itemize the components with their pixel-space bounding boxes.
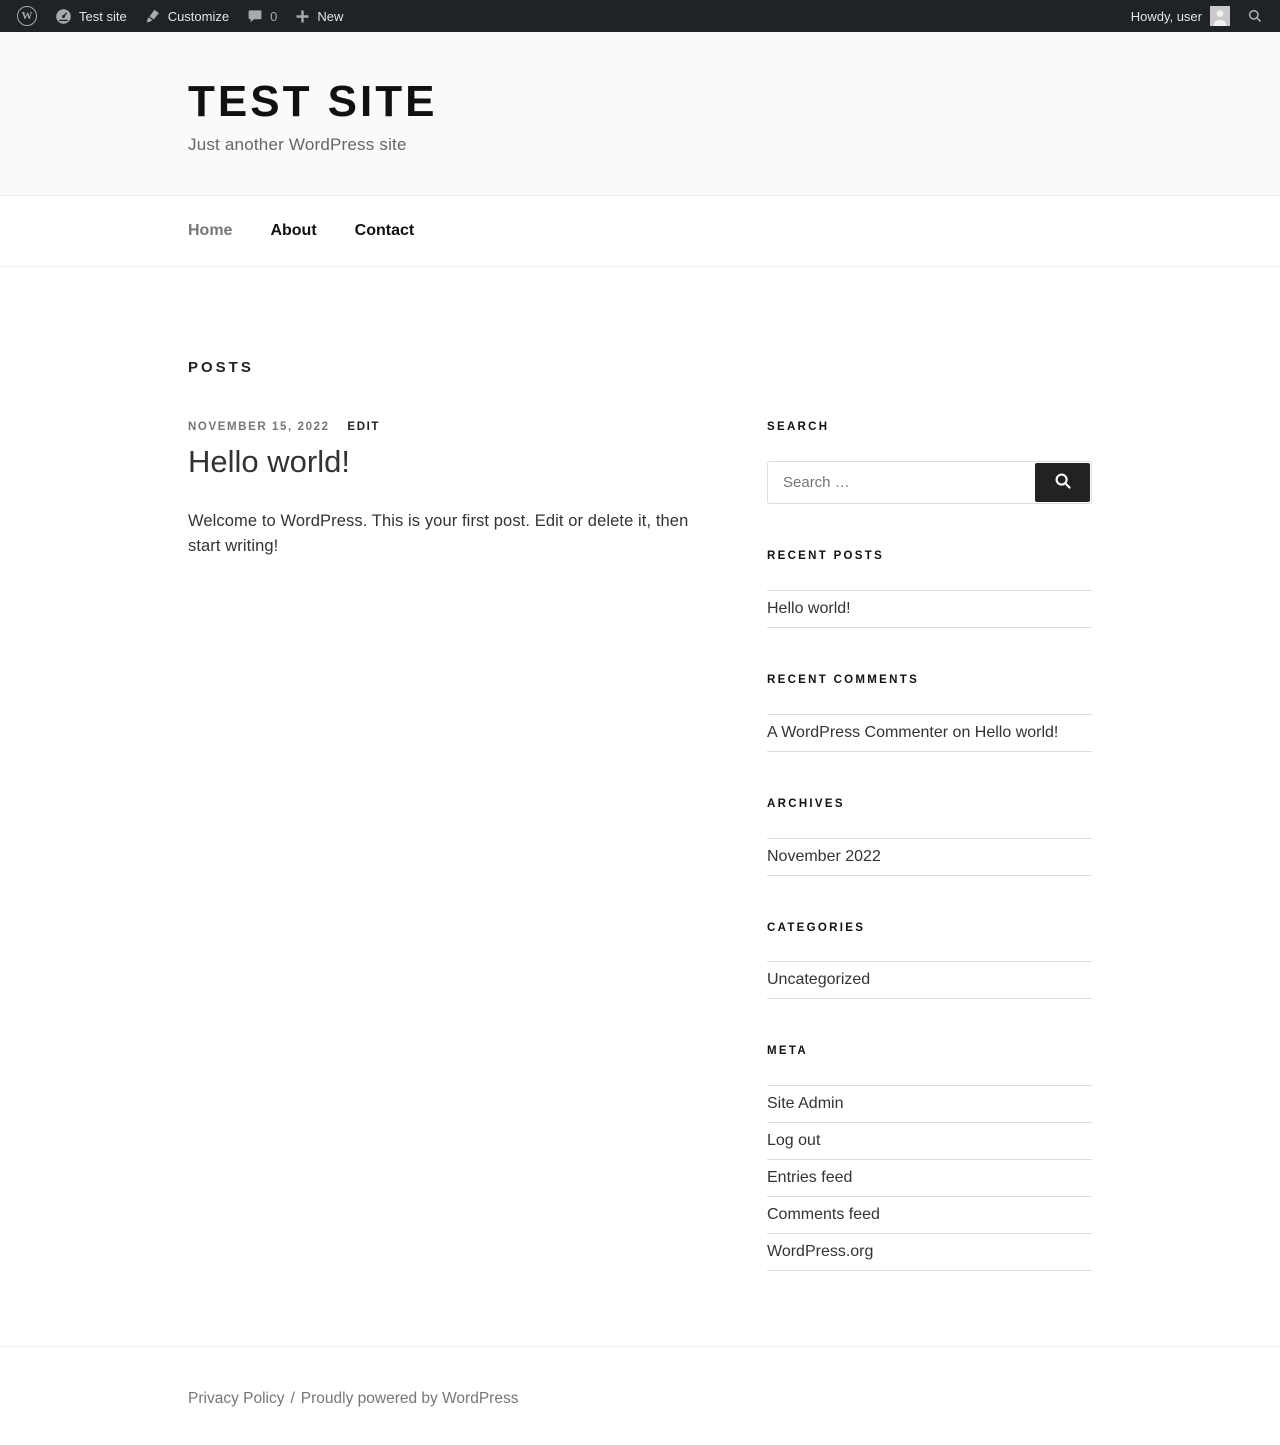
category-item	[767, 962, 1092, 999]
site-tagline: Just another WordPress site	[188, 135, 407, 155]
meta-item-site-admin	[767, 1086, 1092, 1123]
meta-widget	[767, 1045, 1092, 1271]
nav-item-home[interactable]	[188, 220, 232, 242]
meta-item-wordpress-org	[767, 1234, 1092, 1271]
log-out-link[interactable]: Log out	[767, 1132, 821, 1150]
categories-title: CATEGORIES	[767, 921, 866, 934]
post-title	[188, 443, 711, 482]
post-edit-link[interactable]: EDIT	[347, 421, 381, 434]
search-icon	[1247, 8, 1263, 24]
post-body: Welcome to WordPress. This is your first post. Edit or delete it, then start writing!	[188, 511, 689, 555]
recent-posts-widget	[767, 550, 1092, 628]
brush-icon	[145, 8, 161, 24]
plus-icon	[295, 9, 310, 24]
admin-bar-search[interactable]	[1238, 0, 1272, 32]
site-title	[188, 78, 1092, 126]
post-title-link[interactable]: Hello world!	[188, 444, 350, 480]
main-navigation	[0, 196, 1280, 267]
recent-comments-widget	[767, 674, 1092, 752]
site-admin-link[interactable]: Site Admin	[767, 1095, 844, 1113]
site-title-link[interactable]: TEST SITE	[188, 77, 438, 126]
search-widget-title: SEARCH	[767, 421, 830, 434]
meta-item-comments-feed	[767, 1197, 1092, 1234]
nav-link-contact[interactable]: Contact	[354, 222, 415, 240]
recent-comment-item	[767, 715, 1092, 752]
categories-widget	[767, 922, 1092, 1000]
category-link[interactable]: Uncategorized	[767, 971, 871, 989]
sidebar	[767, 421, 1092, 1271]
nav-item-contact[interactable]	[355, 220, 415, 242]
post-date-link[interactable]: NOVEMBER 15, 2022	[188, 421, 330, 434]
privacy-policy-link[interactable]: Privacy Policy	[188, 1390, 285, 1408]
admin-bar	[0, 0, 1280, 32]
comments-feed-link[interactable]: Comments feed	[767, 1206, 880, 1224]
archives-widget	[767, 798, 1092, 876]
site-footer	[0, 1346, 1280, 1443]
dashboard-gauge-icon	[55, 8, 72, 25]
recent-post-item	[767, 591, 1092, 628]
post-article	[188, 421, 711, 558]
admin-bar-site-name[interactable]	[46, 0, 136, 32]
nav-item-about[interactable]	[270, 220, 316, 242]
archives-title: ARCHIVES	[767, 797, 845, 810]
search-magnifier-icon	[1053, 471, 1073, 494]
search-form	[767, 461, 1092, 504]
entry-meta	[188, 421, 711, 435]
comment-post-link[interactable]: Hello world!	[974, 723, 1059, 741]
powered-by-link[interactable]: Proudly powered by WordPress	[300, 1390, 519, 1408]
archive-item	[767, 839, 1092, 876]
admin-bar-new[interactable]	[286, 0, 352, 32]
admin-bar-new-label: New	[317, 8, 344, 24]
search-widget	[767, 421, 1092, 504]
admin-bar-customize-label: Customize	[167, 8, 230, 24]
comment-connector: on	[948, 723, 975, 741]
wp-logo-menu[interactable]	[8, 0, 46, 32]
howdy-text: Howdy, user	[1130, 8, 1202, 24]
meta-item-log-out	[767, 1123, 1092, 1160]
footer-separator: /	[290, 1390, 295, 1408]
admin-bar-comment-count: 0	[270, 8, 278, 24]
admin-bar-comments[interactable]	[238, 0, 286, 32]
posts-section-title: POSTS	[188, 359, 254, 377]
entries-feed-link[interactable]: Entries feed	[767, 1169, 853, 1187]
admin-bar-site-label: Test site	[79, 8, 127, 24]
meta-item-entries-feed	[767, 1160, 1092, 1197]
recent-comments-title: RECENT COMMENTS	[767, 673, 920, 686]
wordpress-org-link[interactable]: WordPress.org	[767, 1243, 874, 1261]
nav-link-about[interactable]: About	[270, 222, 317, 240]
recent-post-link[interactable]: Hello world!	[767, 599, 851, 617]
page-content	[188, 267, 1092, 1346]
admin-bar-my-account[interactable]	[1123, 0, 1238, 32]
meta-title: META	[767, 1045, 808, 1058]
comment-bubble-icon	[247, 8, 263, 24]
search-submit-button[interactable]	[1035, 463, 1090, 502]
admin-bar-customize[interactable]	[136, 0, 238, 32]
wordpress-logo-icon: W	[17, 6, 37, 26]
archive-link[interactable]: November 2022	[767, 847, 881, 865]
nav-link-home[interactable]: Home	[188, 222, 233, 240]
recent-posts-title: RECENT POSTS	[767, 550, 885, 563]
comment-author-link[interactable]: A WordPress Commenter	[767, 723, 949, 741]
avatar	[1210, 6, 1230, 26]
site-header	[0, 32, 1280, 196]
posts-column	[188, 421, 711, 558]
